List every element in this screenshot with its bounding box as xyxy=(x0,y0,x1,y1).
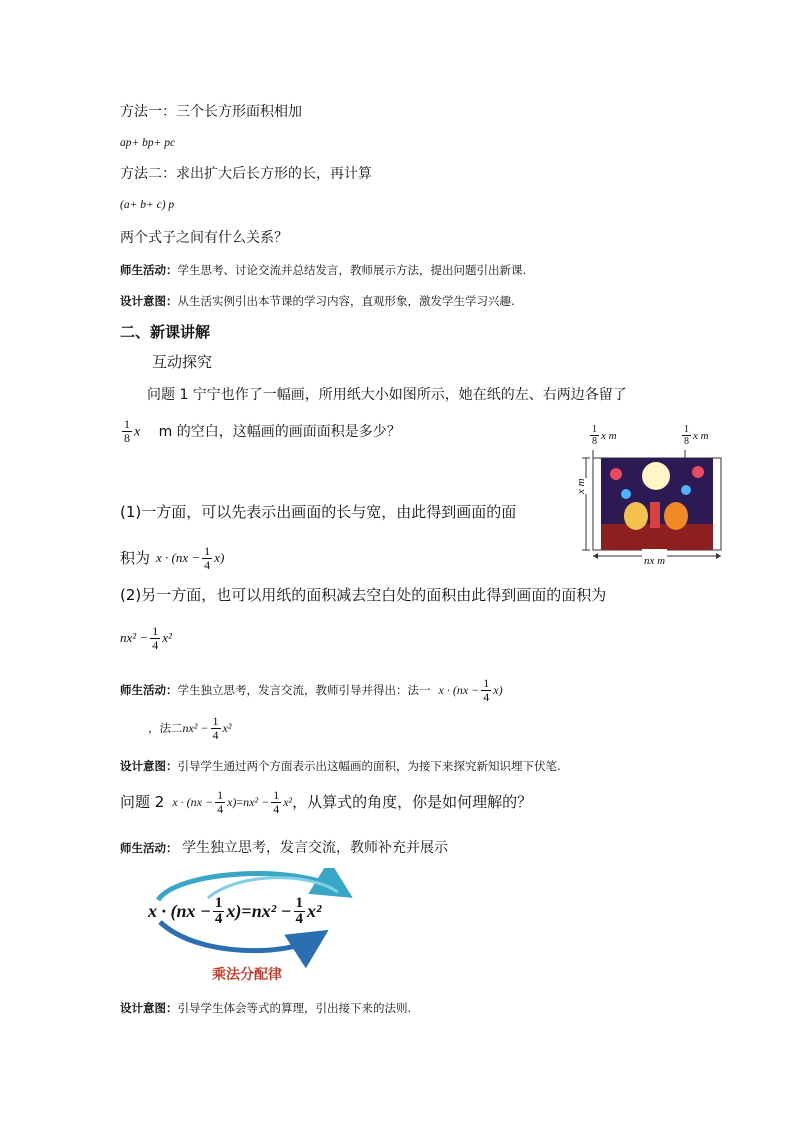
activity-1-label: 师生活动： xyxy=(120,263,178,277)
height-label xyxy=(574,478,587,494)
expr-x2: x² xyxy=(222,721,232,735)
problem-2-text: ，从算式的角度，你是如何理解的？ xyxy=(292,793,533,811)
expr-x-nx: x · (nx − xyxy=(438,683,480,697)
part-1-line-b xyxy=(120,538,224,578)
intent-3-label: 设计意图： xyxy=(120,1001,178,1015)
big-equals: = xyxy=(241,901,252,921)
expr-nx2-minus: nx² − xyxy=(120,630,149,645)
expr-x2: x² xyxy=(283,795,293,809)
part-1-line-b-text: 积为 xyxy=(120,549,151,567)
part-1-line-a: (1)一方面，可以先表示出画面的长与宽，由此得到画面的面 xyxy=(120,503,517,521)
expr-close-x: x) xyxy=(227,795,237,809)
distributive-expression xyxy=(148,896,321,927)
fraction-one-quarter: $\frac{1}{4}$ xyxy=(204,543,211,572)
big-expr-close-x: x) xyxy=(226,901,242,921)
intent-1-text: 从生活实例引出本节课的学习内容，直观形象，激发学生学习兴趣. xyxy=(177,294,515,308)
problem-1-line-b xyxy=(120,418,401,458)
activity-2 xyxy=(120,670,503,710)
method2-label: 方法二：求出扩大后长方形的长，再计算 xyxy=(120,166,372,182)
part-2-text: (2)另一方面，也可以用纸的面积减去空白处的面积由此得到画面的面积为 xyxy=(120,586,607,604)
expr-x-nx: x · (nx − xyxy=(172,795,214,809)
fraction-one-quarter: $\frac{1}{4}$ xyxy=(273,787,280,816)
painting-figure xyxy=(575,424,726,567)
height-label-text: x m xyxy=(575,478,587,494)
expr-nx2-minus: nx² − xyxy=(243,795,270,809)
fig-fraction-one-eighth: $\frac{1}{8}$ xyxy=(684,424,689,447)
equals-sign: = xyxy=(236,795,244,809)
subsection-heading: 互动探究 xyxy=(152,353,213,371)
expr-x-nx: x · (nx − xyxy=(156,550,201,565)
expr-nx2-minus: nx² − xyxy=(182,721,209,735)
activity-2-text: 学生独立思考，发言交流，教师引导并得出：法一 xyxy=(177,683,431,697)
problem-2 xyxy=(120,782,532,822)
fraction-one-quarter: $\frac{1}{4}$ xyxy=(217,787,224,816)
activity-3-label: 师生活动： xyxy=(120,841,178,855)
big-expr-x2: x² xyxy=(307,901,322,921)
fraction-one-quarter: $\frac{1}{4}$ xyxy=(152,623,159,652)
expr-x2: x² xyxy=(162,630,172,645)
activity-2-label: 师生活动： xyxy=(120,683,178,697)
fraction-one-quarter: $\frac{1}{4}$ xyxy=(212,713,219,742)
intent-2-label: 设计意图： xyxy=(120,759,178,773)
method1-expression: ap+ bp+ pc xyxy=(120,137,176,149)
method1-label: 方法一：三个长方形面积相加 xyxy=(120,104,302,120)
problem-1-line-b-text: m 的空白，这幅画的画面面积是多少？ xyxy=(158,423,401,440)
expr-close-x: x) xyxy=(493,683,503,697)
big-expr-x-nx: x · (nx − xyxy=(148,901,211,921)
intent-3 xyxy=(120,998,411,1018)
fig-left-margin-text: x m xyxy=(601,429,617,442)
problem-1-line-a: 问题 1 宁宁也作了一幅画，所用纸大小如图所示，她在纸的左、右两边各留了 xyxy=(147,387,627,403)
activity-1 xyxy=(120,260,526,280)
activity-2-method-2-label: ，法二 xyxy=(148,721,183,735)
fig-right-margin-text: x m xyxy=(693,429,709,442)
intent-3-text: 引导学生体会等式的算理，引出接下来的法则. xyxy=(177,1001,412,1015)
activity-3 xyxy=(120,838,448,858)
section-heading: 二、新课讲解 xyxy=(120,323,211,341)
big-expr-nx2-minus: nx² − xyxy=(251,901,292,921)
relation-question: 两个式子之间有什么关系？ xyxy=(120,230,288,246)
intent-1 xyxy=(120,291,515,311)
part-2-expression xyxy=(120,618,172,658)
distributive-law-label: 乘法分配律 xyxy=(212,967,282,983)
width-label-text: nx m xyxy=(644,555,666,567)
activity-1-text: 学生思考、讨论交流并总结发言，教师展示方法，提出问题引出新课. xyxy=(177,263,527,277)
problem-2-label: 问题 2 xyxy=(120,793,165,811)
activity-3-text: 学生独立思考，发言交流，教师补充并展示 xyxy=(177,840,448,856)
painting-frame xyxy=(576,424,726,564)
width-label xyxy=(642,549,667,568)
expr-close-x: x) xyxy=(214,550,225,565)
activity-2-method-2 xyxy=(148,708,231,748)
intent-2 xyxy=(120,756,561,776)
fig-fraction-one-eighth: $\frac{1}{8}$ xyxy=(592,424,597,447)
fraction-one-quarter: $\frac{1}{4}$ xyxy=(483,675,490,704)
big-fraction-one-quarter: $\frac{1}{4}$ xyxy=(295,895,304,927)
intent-1-label: 设计意图： xyxy=(120,294,178,308)
var-x: x xyxy=(134,424,141,440)
method2-expression: (a+ b+ c) p xyxy=(120,199,175,211)
intent-2-text: 引导学生通过两个方面表示出这幅画的面积，为接下来探究新知识埋下伏笔. xyxy=(177,759,561,773)
big-fraction-one-quarter: $\frac{1}{4}$ xyxy=(214,895,223,927)
distributive-diagram xyxy=(148,868,378,978)
fraction-one-eighth: $\frac{1}{8}$ xyxy=(124,417,130,445)
